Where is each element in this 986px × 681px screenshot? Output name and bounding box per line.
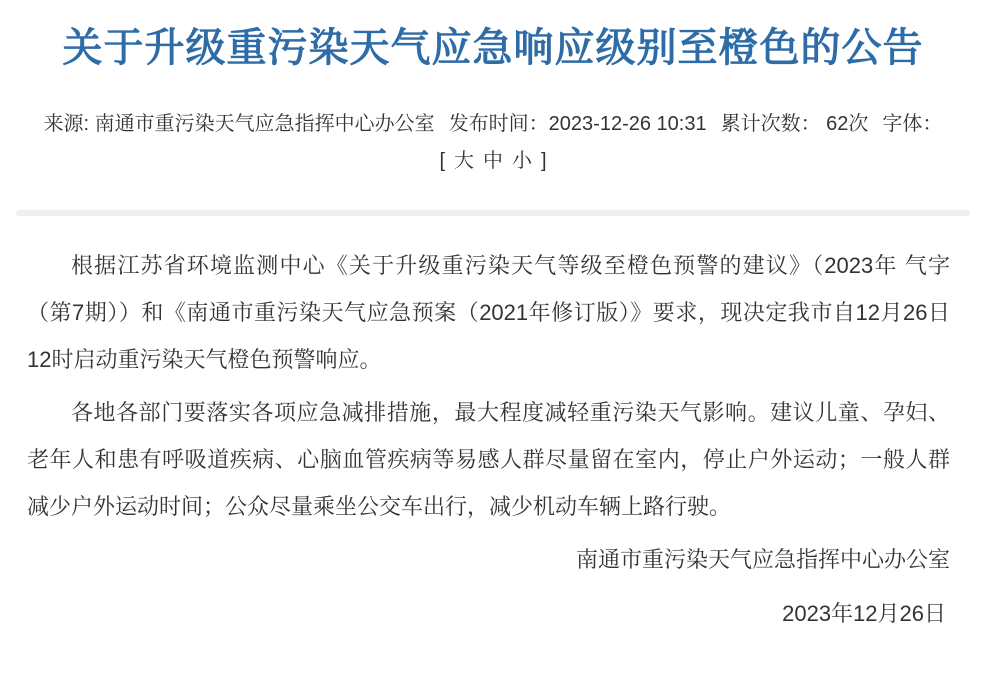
page-title: 关于升级重污染天气应急响应级别至橙色的公告	[62, 26, 924, 70]
meta-view-count: 累计次数： 62次	[720, 113, 869, 135]
article-body	[27, 242, 950, 530]
signature: 南通市重污染天气应急指挥中心办公室	[575, 547, 950, 572]
article-meta	[30, 106, 956, 180]
article-paragraph: 各地各部门要落实各项应急减排措施，最大程度减轻重污染天气影响。建议儿童、孕妇、老年人和患有呼吸道疾病、心脑血管疾病等易感人群尽量留在室内，停止户外运动；一般人群减少户外运动时间；公众尽量乘坐公交车出行，减少机动车辆上路行驶。	[27, 400, 950, 519]
meta-source: 来源: 南通市重污染天气应急指挥中心办公室	[43, 113, 435, 135]
font-size-small-link[interactable]: 小	[512, 150, 532, 172]
divider	[16, 210, 970, 216]
date: 2023年12月26日	[782, 601, 946, 626]
announcement-page	[0, 22, 986, 681]
font-size-medium-link[interactable]: 中	[483, 150, 503, 172]
font-size-label-close: ]	[541, 150, 547, 172]
meta-publish-time: 发布时间：2023-12-26 10:31	[448, 113, 707, 135]
font-size-large-link[interactable]: 大	[454, 150, 474, 172]
article-paragraph: 根据江苏省环境监测中心《关于升级重污染天气等级至橙色预警的建议》（2023年 气字（第7期））和《南通市重污染天气应急预案（2021年修订版）》要求，现决定我市自12月26日12时启动重污染天气橙色预警响应。	[27, 253, 950, 372]
font-size-label: 字体：[	[439, 113, 943, 172]
